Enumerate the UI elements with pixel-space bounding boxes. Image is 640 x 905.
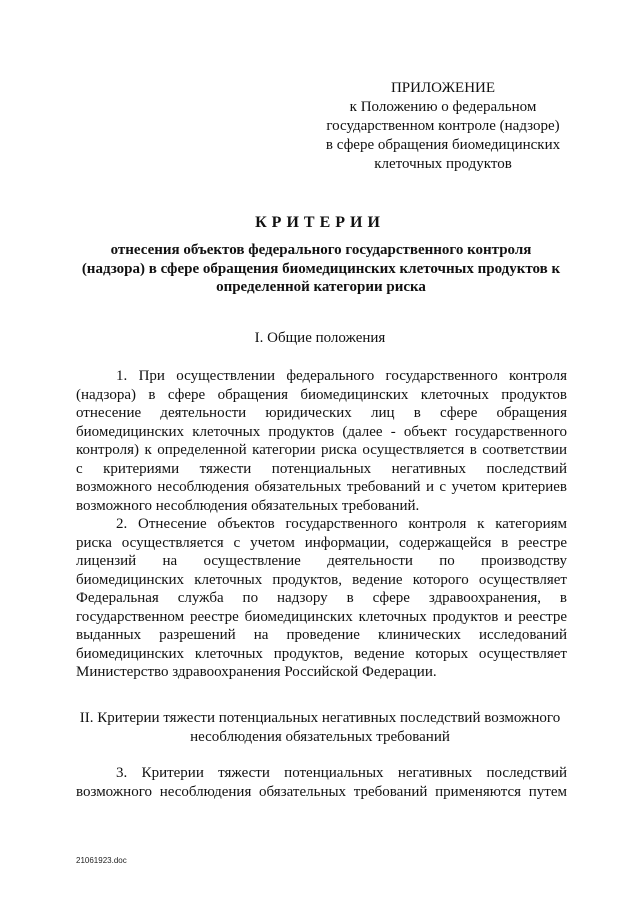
appendix-line: государственном контроле (надзоре) [326,118,560,134]
subtitle-line: (надзора) в сфере обращения биомедицинских клеточных продуктов к [81,260,561,277]
paragraph-line: (надзора) в сфере обращения биомедицинских клеточных продуктов [76,386,567,403]
section-2-heading-line: II. Критерии тяжести потенциальных негативных последствий возможного [79,710,561,726]
appendix-line: к Положению о федеральном [349,99,537,115]
paragraph-line: Министерство здравоохранения Российской Федерации. [76,664,437,680]
paragraph-2 [76,515,567,682]
paragraph-3 [76,764,567,801]
appendix-line: в сфере обращения биомедицинских [325,137,561,153]
paragraph-line: государственном реестре биомедицинских клеточных продуктов и реестре [76,608,567,625]
paragraph-line: риска осуществляется с учетом информации, содержащейся в реестре [76,534,567,551]
paragraph-line: лицензий на осуществление деятельности по производству [76,553,567,569]
document-subtitle [76,241,566,297]
appendix-line: клеточных продуктов [374,156,512,172]
paragraph-line: возможного несоблюдения обязательных требований применяются путем [76,783,567,800]
section-2-heading [70,709,570,746]
paragraph-line: Федеральная служба по надзору в сфере здравоохранения, в [76,590,567,606]
paragraph-line: возможного несоблюдения обязательных требований. [76,497,420,514]
section-1-heading: I. Общие положения [254,330,386,346]
paragraph-line: возможного несоблюдения обязательных требований и с учетом критериев [76,479,567,495]
appendix-line: ПРИЛОЖЕНИЕ [390,80,496,96]
paragraph-line: 3. Критерии тяжести потенциальных негативных последствий [116,765,567,781]
section-2-heading-line: несоблюдения обязательных требований [190,728,450,745]
paragraph-line: биомедицинских клеточных продуктов (далее - объект государственного [76,423,567,440]
subtitle-line: отнесения объектов федерального государственного контроля [110,242,532,258]
footer-filename: 21061923.doc [76,856,127,865]
paragraph-line: отнесение деятельности юридических лиц в сфере обращения [76,405,567,421]
appendix-header [318,79,568,174]
paragraph-line: контроля) к определенной категории риска осуществляется в соответствии [76,442,567,458]
subtitle-line: определенной категории риска [216,279,426,295]
paragraph-line: с критериями тяжести потенциальных негативных последствий [76,460,567,477]
document-title: КРИТЕРИИ [255,214,385,231]
paragraph-line: 1. При осуществлении федерального государственного контроля [116,368,567,384]
paragraph-line: биомедицинских клеточных продуктов, ведение которых осуществляет [76,645,567,662]
paragraph-line: выданных разрешений на проведение клинических исследований [76,627,567,643]
paragraph-1 [76,367,567,515]
paragraph-line: биомедицинских клеточных продуктов, ведение которого осуществляет [76,571,567,588]
paragraph-line: 2. Отнесение объектов государственного контроля к категориям [116,516,567,532]
